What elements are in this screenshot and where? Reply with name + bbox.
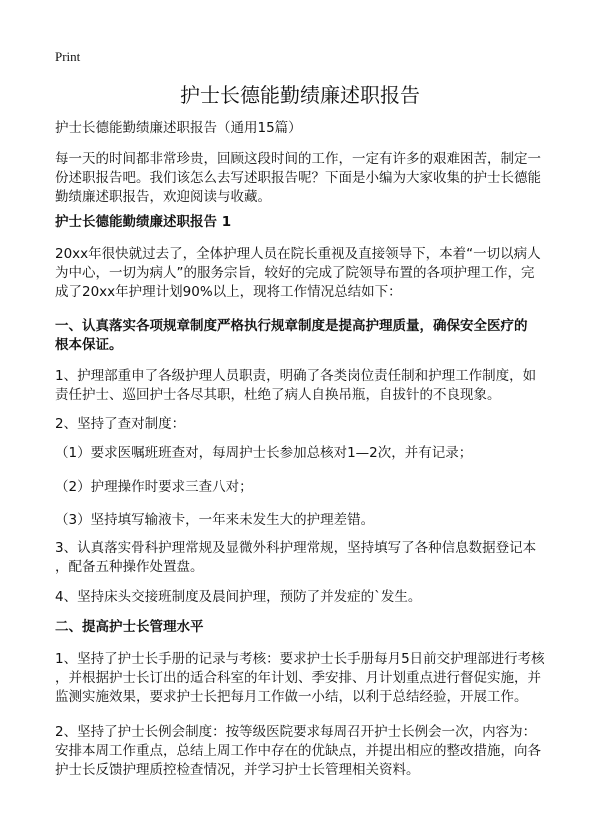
line: 成了20xx年护理计划90%以上，现将工作情况总结如下： bbox=[55, 284, 402, 300]
heading-two: 二、提高护士长管理水平 bbox=[55, 619, 204, 635]
paragraph bbox=[55, 367, 555, 405]
paragraph bbox=[55, 245, 555, 302]
line: 为中心，一切为病人”的服务宗旨，较好的完成了院领导布置的各项护理工作，完 bbox=[55, 265, 535, 281]
paragraph: （2）护理操作时要求三查八对； bbox=[55, 479, 253, 495]
paragraph bbox=[55, 723, 555, 780]
line: 监测实施效果，要求护士长把每月工作做一小结，以利于总结经验，开展工作。 bbox=[55, 689, 528, 705]
paragraph: （3）坚持填写输液卡，一年来未发生大的护理差错。 bbox=[55, 512, 375, 528]
document-title: 护士长德能勤绩廉述职报告 bbox=[180, 83, 420, 107]
line: 根本保证。 bbox=[55, 337, 123, 353]
paragraph: （1）要求医嘱班班查对，每周护士长参加总核对1—2次，并有记录； bbox=[55, 445, 473, 461]
line: 3、认真落实骨科护理常规及显微外科护理常规，坚持填写了各种信息数据登记本 bbox=[55, 540, 537, 556]
intro-paragraph bbox=[55, 150, 555, 207]
line: 1、护理部重申了各级护理人员职责，明确了各类岗位责任制和护理工作制度，如 bbox=[55, 368, 537, 384]
line: 勤绩廉述职报告，欢迎阅读与收藏。 bbox=[55, 189, 271, 205]
line: 20xx年很快就过去了，全体护理人员在院长重视及直接领导下，本着“一切以病人 bbox=[55, 246, 541, 262]
paragraph bbox=[55, 650, 555, 707]
line: 一、认真落实各项规章制度严格执行规章制度是提高护理质量，确保安全医疗的 bbox=[55, 318, 528, 334]
line: 责任护士、巡回护士各尽其职，杜绝了病人自换吊瓶，自拔针的不良现象。 bbox=[55, 387, 501, 403]
line: ，并根据护士长订出的适合科室的年计划、季安排、月计划重点进行督促实施，并 bbox=[55, 670, 541, 686]
print-link[interactable]: Print bbox=[55, 49, 81, 64]
paragraph: 2、坚持了查对制度： bbox=[55, 416, 186, 432]
line: 安排本周工作重点，总结上周工作中存在的优缺点，并提出相应的整改措施，向各 bbox=[55, 743, 541, 759]
line: 每一天的时间都非常珍贵，回顾这段时间的工作，一定有许多的艰难困苦，制定一 bbox=[55, 151, 541, 167]
heading-one bbox=[55, 317, 555, 355]
line: 1、坚持了护士长手册的记录与考核：要求护士长手册每月5日前交护理部进行考核 bbox=[55, 651, 545, 667]
line: 份述职报告吧。我们该怎么去写述职报告呢？下面是小编为大家收集的护士长德能 bbox=[55, 170, 541, 186]
line: 护士长反馈护理质控检查情况，并学习护士长管理相关资料。 bbox=[55, 762, 420, 778]
line: ，配备五种操作处置盘。 bbox=[55, 559, 204, 575]
paragraph: 4、坚持床头交接班制度及晨间护理，预防了并发症的`发生。 bbox=[55, 589, 422, 605]
paragraph bbox=[55, 539, 555, 577]
section-heading: 护士长德能勤绩廉述职报告 1 bbox=[55, 214, 232, 230]
subtitle: 护士长德能勤绩廉述职报告（通用15篇） bbox=[55, 120, 302, 136]
line: 2、坚持了护士长例会制度：按等级医院要求每周召开护士长例会一次，内容为： bbox=[55, 724, 537, 740]
